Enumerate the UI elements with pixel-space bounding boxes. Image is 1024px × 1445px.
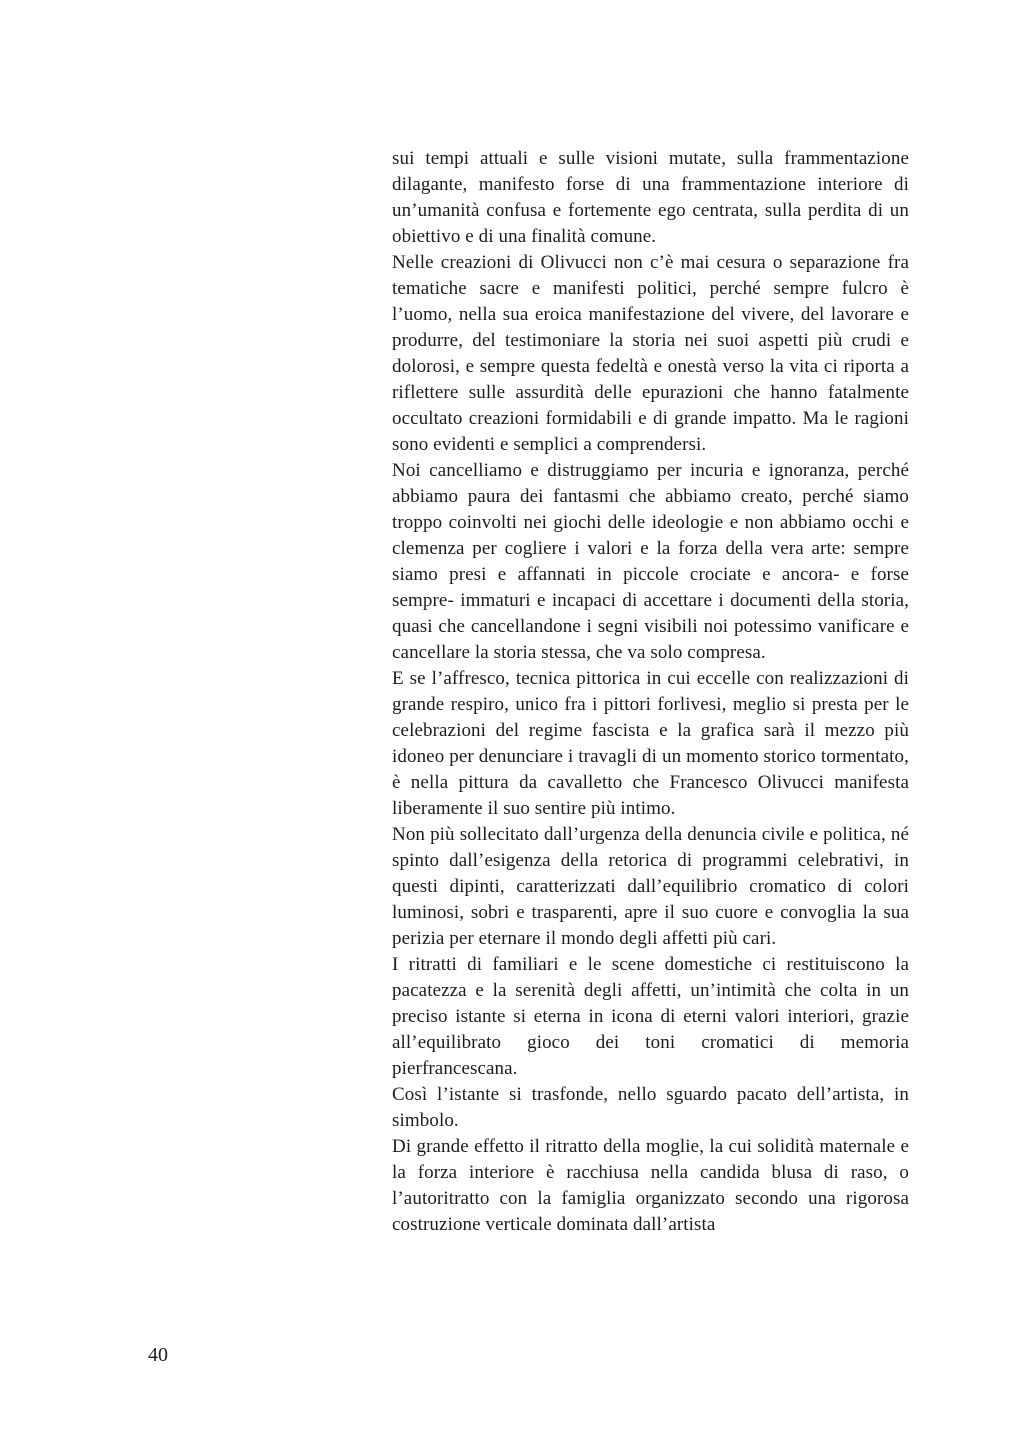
paragraph: Noi cancelliamo e distruggiamo per incuria e ignoranza, perché abbiamo paura dei fantasmi che abbiamo creato, perché siamo troppo coinvolti nei giochi delle ideologie e non abbiamo occhi e clemenza per cogliere i valori e la forza della vera arte: sempre siamo presi e affannati in piccole crociate e ancora- e forse sempre- immaturi e incapaci di accettare i documenti della storia, quasi che cancellandone i segni visibili noi potessimo vanificare e cancellare la storia stessa, che va solo compresa. [392,460,909,663]
paragraph: I ritratti di familiari e le scene domestiche ci restituiscono la pacatezza e la serenità degli affetti, un’intimità che colta in un preciso istante si eterna in icona di eterni valori interiori, grazie all’equilibrato gioco dei toni cromatici di memoria pierfrancescana. [392,954,909,1079]
paragraph: E se l’affresco, tecnica pittorica in cui eccelle con realizzazioni di grande respiro, unico fra i pittori forlivesi, meglio si presta per le celebrazioni del regime fascista e la grafica sarà il mezzo più idoneo per denunciare i travagli di un momento storico tormentato, è nella pittura da cavalletto che Francesco Olivucci manifesta liberamente il suo sentire più intimo. [392,668,909,819]
body-text-column [392,146,909,1238]
paragraph: sui tempi attuali e sulle visioni mutate, sulla frammentazione dilagante, manifesto forse di una frammentazione interiore di un’umanità confusa e fortemente ego centrata, sulla perdita di un obiettivo e di una finalità comune. [392,148,909,247]
page-number: 40 [148,1344,168,1366]
paragraph: Di grande effetto il ritratto della moglie, la cui solidità maternale e la forza interiore è racchiusa nella candida blusa di raso, o l’autoritratto con la famiglia organizzato secondo una rigorosa costruzione verticale dominata dall’artista [392,1136,909,1235]
paragraph: Non più sollecitato dall’urgenza della denuncia civile e politica, né spinto dall’esigenza della retorica di programmi celebrativi, in questi dipinti, caratterizzati dall’equilibrio cromatico di colori luminosi, sobri e trasparenti, apre il suo cuore e convoglia la sua perizia per eternare il mondo degli affetti più cari. [392,824,909,949]
paragraph: Così l’istante si trasfonde, nello sguardo pacato dell’artista, in simbolo. [392,1084,909,1131]
paragraph: Nelle creazioni di Olivucci non c’è mai cesura o separazione fra tematiche sacre e manifesti politici, perché sempre fulcro è l’uomo, nella sua eroica manifestazione del vivere, del lavorare e produrre, del testimoniare la storia nei suoi aspetti più crudi e dolorosi, e sempre questa fedeltà e onestà verso la vita ci riporta a riflettere sulle assurdità delle epurazioni che hanno fatalmente occultato creazioni formidabili e di grande impatto. Ma le ragioni sono evidenti e semplici a comprendersi. [392,252,909,455]
